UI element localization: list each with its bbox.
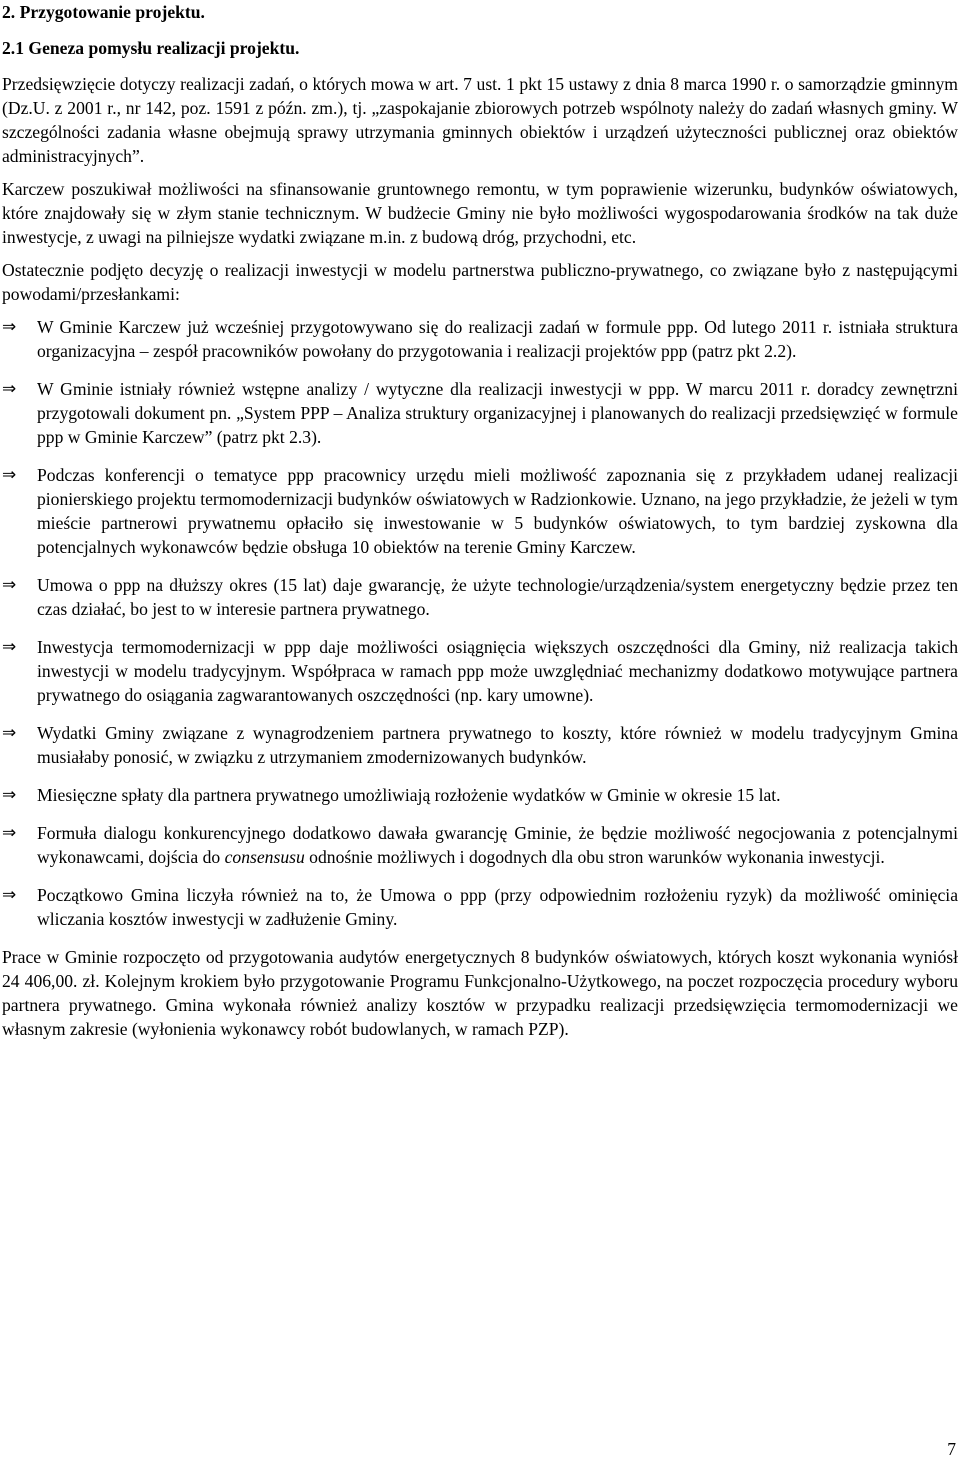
list-item <box>2 315 958 363</box>
paragraph-financing: Karczew poszukiwał możliwości na sfinansowanie gruntownego remontu, w tym poprawienie wizerunku, budynków oświatowych, które znajdowały się w złym stanie technicznym. W budżecie Gminy nie było możliwości wygospodarowania środków na tak duże inwestycje, z uwagi na pilniejsze wydatki związane m.in. z budową dróg, przychodni, etc. <box>2 179 958 247</box>
double-arrow-icon: ⇒ <box>2 575 17 595</box>
paragraph-decision: Ostatecznie podjęto decyzję o realizacji inwestycji w modelu partnerstwa publiczno-prywatnego, co związane było z następującymi powodami/przesłankami: <box>2 260 958 304</box>
list-item <box>2 377 958 449</box>
double-arrow-icon: ⇒ <box>2 317 17 337</box>
list-item-text: Miesięczne spłaty dla partnera prywatnego umożliwiają rozłożenie wydatków w Gminie w okresie 15 lat. <box>37 785 781 805</box>
list-item-text: Inwestycja termomodernizacji w ppp daje możliwości osiągnięcia większych oszczędności dla Gminy, niż realizacja takich inwestycji w modelu tradycyjnym. Współpraca w ramach ppp może uwzględniać mechanizmy dodatkowo motywujące partnera prywatnego do osiągania zagwarantowanych oszczędności (np. kary umowne). <box>37 637 958 705</box>
double-arrow-icon: ⇒ <box>2 885 17 905</box>
list-item <box>2 883 958 931</box>
italic-term: consensusu <box>224 847 305 867</box>
list-item <box>2 783 958 807</box>
list-item <box>2 463 958 559</box>
double-arrow-icon: ⇒ <box>2 823 17 843</box>
list-item <box>2 821 958 869</box>
double-arrow-icon: ⇒ <box>2 379 17 399</box>
list-item-text: Początkowo Gmina liczyła również na to, że Umowa o ppp (przy odpowiednim rozłożeniu ryzyk) da możliwość ominięcia wliczania kosztów inwestycji w zadłużenie Gminy. <box>37 885 958 929</box>
list-item-text: W Gminie Karczew już wcześniej przygotowywano się do realizacji zadań w formule ppp. Od lutego 2011 r. istniała struktura organizacyjna – zespół pracowników powołany do przygotowania i realizacji projektów ppp (patrz pkt 2.2). <box>37 317 958 361</box>
list-item <box>2 635 958 707</box>
double-arrow-icon: ⇒ <box>2 637 17 657</box>
page-number: 7 <box>947 1439 956 1459</box>
list-item <box>2 721 958 769</box>
list-item-text: Umowa o ppp na dłuższy okres (15 lat) daje gwarancję, że użyte technologie/urządzenia/system energetyczny będzie przez ten czas działać, bo jest to w interesie partnera prywatnego. <box>37 575 958 619</box>
double-arrow-icon: ⇒ <box>2 465 17 485</box>
double-arrow-icon: ⇒ <box>2 723 17 743</box>
paragraph-work-progress: Prace w Gminie rozpoczęto od przygotowania audytów energetycznych 8 budynków oświatowych, których koszt wykonania wyniósł 24 406,00. zł. Kolejnym krokiem było przygotowanie Programu Funkcjonalno-Użytkowego, na poczet rozpoczęcia procedury wyboru partnera prywatnego. Gmina wykonała również analizy kosztów w przypadku realizacji przedsięwzięcia termomodernizacji we własnym zakresie (wyłonienia wykonawcy robót budowlanych, w ramach PZP). <box>2 947 958 1039</box>
list-item-text: Wydatki Gminy związane z wynagrodzeniem partnera prywatnego to koszty, które również w modelu tradycyjnym Gmina musiałaby ponosić, w związku z utrzymaniem zmodernizowanych budynków. <box>37 723 958 767</box>
section-title: 2. Przygotowanie projektu. <box>2 2 205 22</box>
paragraph-legal-basis: Przedsięwzięcie dotyczy realizacji zadań, o których mowa w art. 7 ust. 1 pkt 15 ustawy z dnia 8 marca 1990 r. o samorządzie gminnym (Dz.U. z 2001 r., nr 142, poz. 1591 z późn. zm.), tj. „zaspokajanie zbiorowych potrzeb wspólnoty należy do zadań własnych gminy. W szczególności zadania własne obejmują sprawy utrzymania gminnych obiektów i urządzeń użyteczności publicznej oraz obiektów administracyjnych”. <box>2 74 958 166</box>
list-item-text: Podczas konferencji o tematyce ppp pracownicy urzędu mieli możliwość zapoznania się z przykładem udanej realizacji pionierskiego projektu termomodernizacji budynków oświatowych w Radzionkowie. Uznano, na jego przykładzie, że jeżeli w tym mieście partnerowi prywatnemu opłaciło się inwestowanie w 5 budynków oświatowych, to tym bardziej zyskowna dla potencjalnych wykonawców będzie obsługa 10 obiektów na terenie Gminy Karczew. <box>37 465 958 557</box>
list-item <box>2 573 958 621</box>
subsection-title: 2.1 Geneza pomysłu realizacji projektu. <box>2 38 300 58</box>
list-item-text: Formuła dialogu konkurencyjnego dodatkowo dawała gwarancję Gminie, że będzie możliwość negocjowania z potencjalnymi wykonawcami, dojścia do consensusu odnośnie możliwych i dogodnych dla obu stron warunków wykonania inwestycji. <box>37 823 958 867</box>
double-arrow-icon: ⇒ <box>2 785 17 805</box>
list-item-text: W Gminie istniały również wstępne analizy / wytyczne dla realizacji inwestycji w ppp. W marcu 2011 r. doradcy zewnętrzni przygotowali dokument pn. „System PPP – Analiza struktury organizacyjnej i planowanych do realizacji przedsięwzięć w formule ppp w Gminie Karczew” (patrz pkt 2.3). <box>37 379 958 447</box>
reasons-list <box>2 315 958 931</box>
